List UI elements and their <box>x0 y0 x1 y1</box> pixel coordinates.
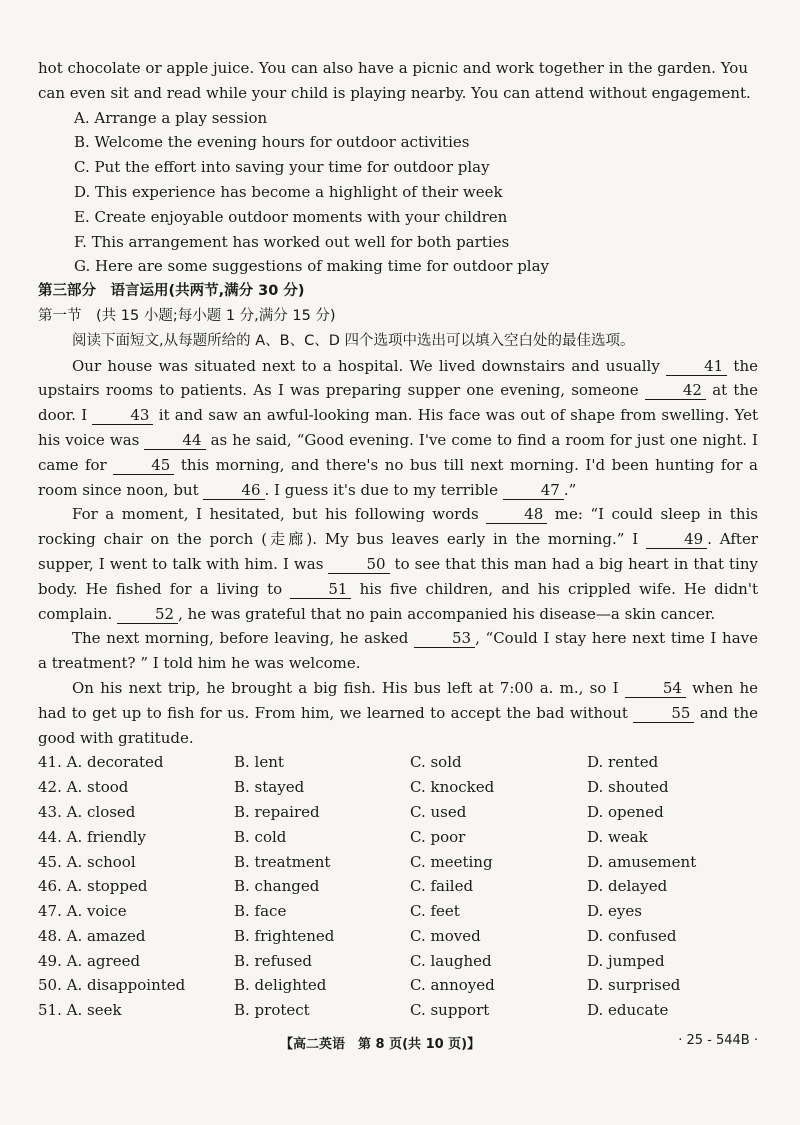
option-e: E. Create enjoyable outdoor moments with your children <box>74 207 508 226</box>
page-label: 【高二英语 第 8 页(共 10 页)】 <box>280 1037 481 1052</box>
choice-row-47 <box>38 899 758 924</box>
choice-d: D. rented <box>587 753 659 772</box>
blank-47: 47 <box>503 481 564 500</box>
choice-a: 46. A. stopped <box>38 877 148 896</box>
choice-b: B. protect <box>234 1001 310 1020</box>
choice-c: C. used <box>410 802 467 821</box>
intro-line-2: can even sit and read while your child is playing nearby. You can attend without engagement. <box>38 83 751 102</box>
option-f: F. This arrangement has worked out well for both parties <box>74 232 510 251</box>
choice-a: 45. A. school <box>38 852 136 871</box>
choice-d: D. confused <box>587 926 677 945</box>
exam-code: · 25 - 544B · <box>678 1033 758 1048</box>
choice-b: B. face <box>234 902 287 921</box>
option-c: C. Put the effort into saving your time for outdoor play <box>74 158 490 177</box>
choice-row-50 <box>38 973 758 998</box>
blank-51: 51 <box>290 580 351 599</box>
section-title: 第三部分 语言运用(共两节,满分 30 分) <box>38 283 305 300</box>
choice-a: 44. A. friendly <box>38 827 146 846</box>
choice-a: 48. A. amazed <box>38 926 146 945</box>
choice-b: B. cold <box>234 827 287 846</box>
choice-b: B. stayed <box>234 778 305 797</box>
choice-row-51 <box>38 998 758 1023</box>
choice-a: 47. A. voice <box>38 902 127 921</box>
choice-row-49 <box>38 949 758 974</box>
choice-c: C. feet <box>410 902 460 921</box>
blank-41: 41 <box>666 357 727 376</box>
choice-c: C. meeting <box>410 852 493 871</box>
choice-d: D. jumped <box>587 951 665 970</box>
choice-d: D. shouted <box>587 778 669 797</box>
blank-44: 44 <box>144 431 205 450</box>
choice-b: B. frightened <box>234 926 335 945</box>
passage-paragraph-4: On his next trip, he brought a big fish. His bus left at 7:00 a. m., so I 54 when he had to get up to fish for us. From him, we learned to accept the bad without 55 and the good with gratitude. <box>38 678 758 747</box>
option-b: B. Welcome the evening hours for outdoor activities <box>74 133 470 152</box>
choice-row-48 <box>38 924 758 949</box>
choice-a: 43. A. closed <box>38 802 136 821</box>
choice-row-41 <box>38 750 758 775</box>
choice-c: C. knocked <box>410 778 495 797</box>
choice-c: C. support <box>410 1001 490 1020</box>
blank-50: 50 <box>328 555 389 574</box>
choice-d: D. eyes <box>587 902 642 921</box>
choice-b: B. lent <box>234 753 284 772</box>
blank-45: 45 <box>113 456 174 475</box>
exam-page <box>38 56 758 1023</box>
blank-52: 52 <box>117 605 178 624</box>
choice-row-46 <box>38 874 758 899</box>
choice-b: B. repaired <box>234 802 320 821</box>
choice-b: B. treatment <box>234 852 331 871</box>
blank-46: 46 <box>203 481 264 500</box>
choice-d: D. surprised <box>587 976 681 995</box>
choice-row-42 <box>38 775 758 800</box>
section-instruction: 阅读下面短文,从每题所给的 A、B、C、D 四个选项中选出可以填入空白处的最佳选项。 <box>72 332 635 349</box>
choice-row-43 <box>38 800 758 825</box>
choice-c: C. sold <box>410 753 462 772</box>
choice-row-44 <box>38 825 758 850</box>
choice-row-45 <box>38 850 758 875</box>
option-g: G. Here are some suggestions of making time for outdoor play <box>74 257 550 276</box>
blank-42: 42 <box>645 381 706 400</box>
choice-a: 51. A. seek <box>38 1001 122 1020</box>
options-list <box>38 106 758 280</box>
blank-49: 49 <box>646 530 707 549</box>
choice-d: D. opened <box>587 802 664 821</box>
choice-a: 49. A. agreed <box>38 951 141 970</box>
blank-53: 53 <box>414 629 475 648</box>
passage-paragraph-3: The next morning, before leaving, he asked 53 , “Could I stay here next time I have a treatment? ” I told him he was welcome. <box>38 629 758 673</box>
choice-d: D. delayed <box>587 877 668 896</box>
choice-b: B. refused <box>234 951 312 970</box>
choice-d: D. amusement <box>587 852 697 871</box>
choice-b: B. delighted <box>234 976 327 995</box>
page-footer <box>0 1033 800 1057</box>
choice-d: D. educate <box>587 1001 669 1020</box>
choice-a: 42. A. stood <box>38 778 129 797</box>
passage-paragraph-2: For a moment, I hesitated, but his following words 48 me: “I could sleep in this rocking chair on the porch (走廊). My bus leaves early in the morning.” I 49 . After supper, I went to talk with him. I was 50 to see that this man had a big heart in that tiny body. He fished for a living to 51 his five children, and his crippled wife. He didn't complain. 52 , he was grateful that no pain accompanied his disease—a skin cancer. <box>38 505 759 623</box>
blank-48: 48 <box>486 505 547 524</box>
intro-line-1: hot chocolate or apple juice. You can also have a picnic and work together in the garden. You <box>38 59 748 77</box>
option-d: D. This experience has become a highlight of their week <box>74 182 503 201</box>
choice-c: C. failed <box>410 877 474 896</box>
choices-table <box>38 750 758 1023</box>
choice-b: B. changed <box>234 877 320 896</box>
choice-c: C. laughed <box>410 951 492 970</box>
passage-paragraph-1: Our house was situated next to a hospital. We lived downstairs and usually 41 the upstairs rooms to patients. As I was preparing supper one evening, someone 42 at the door. I 43 it and saw an awful-looking man. His face was out of shape from swelling. Yet his voice was 44 as he said, “Good evening. I've come to find a room for just one night. I came for 45 this morning, and there's no bus till next morning. I'd been hunting for a room since noon, but 46 . I guess it's due to my terrible 47 .” <box>38 356 759 499</box>
blank-55: 55 <box>633 704 694 723</box>
choice-a: 50. A. disappointed <box>38 976 186 995</box>
blank-54: 54 <box>625 679 686 698</box>
option-a: A. Arrange a play session <box>74 108 268 127</box>
choice-d: D. weak <box>587 827 648 846</box>
blank-43: 43 <box>92 406 153 425</box>
section-subtitle: 第一节 (共 15 小题;每小题 1 分,满分 15 分) <box>38 307 336 324</box>
choice-a: 41. A. decorated <box>38 753 164 772</box>
choice-c: C. annoyed <box>410 976 495 995</box>
choice-c: C. poor <box>410 827 466 846</box>
choice-c: C. moved <box>410 926 481 945</box>
